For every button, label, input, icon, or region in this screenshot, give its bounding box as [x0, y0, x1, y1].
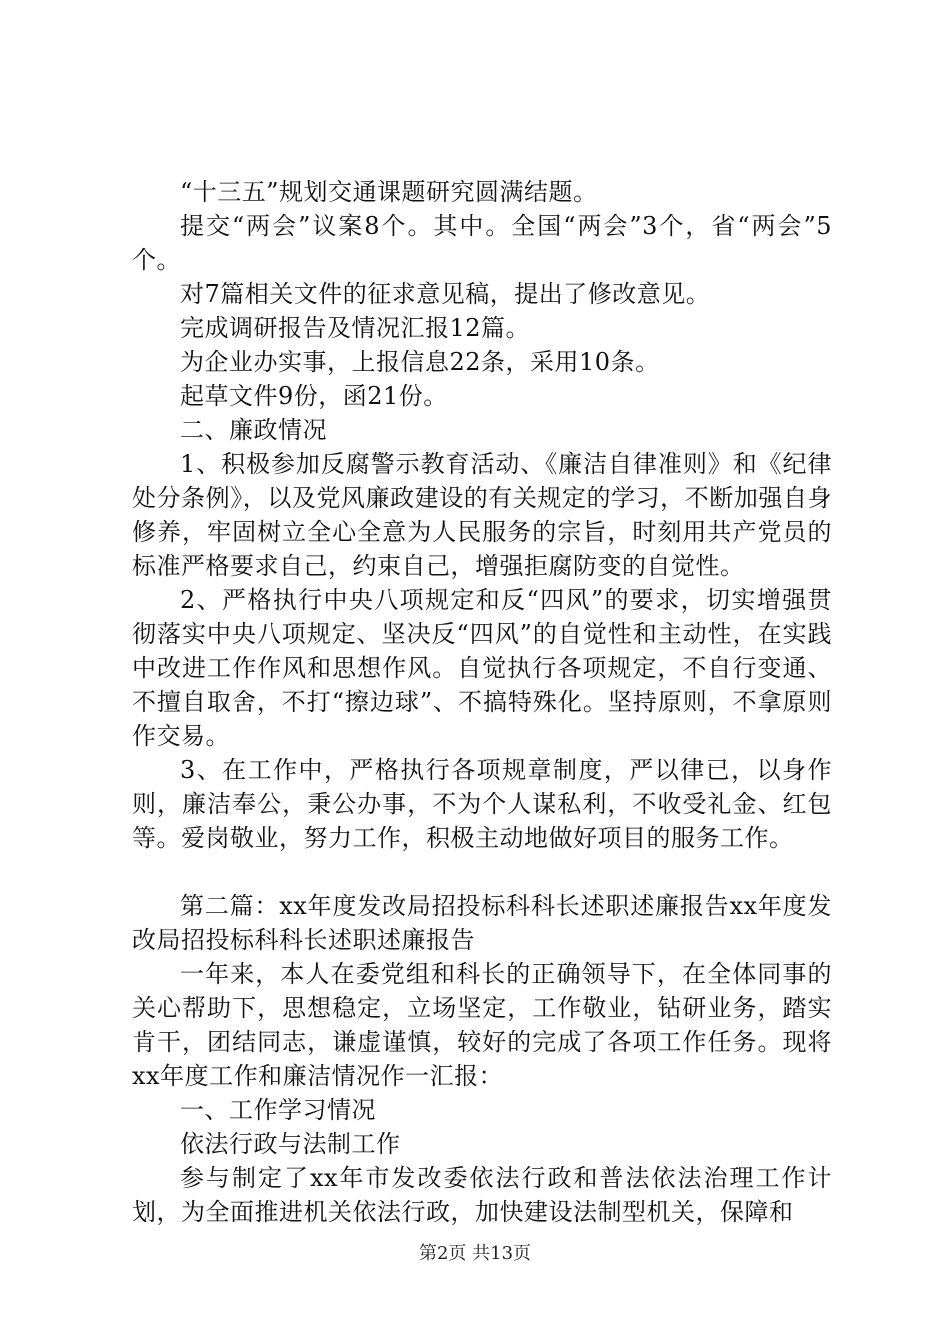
paragraph: 提交“两会”议案8个。其中。全国“两会”3个，省“两会”5个。 [132, 212, 832, 274]
paragraph: 参与制定了xx年市发改委依法行政和普法依法治理工作计划，为全面推进机关依法行政，加快建设法制型机关，保障和 [132, 1164, 832, 1226]
paragraph: 为企业办实事，上报信息22条，采用10条。 [180, 348, 660, 376]
paragraph: 完成调研报告及情况汇报12篇。 [180, 314, 531, 342]
paragraph: 起草文件9份，函21份。 [180, 382, 448, 410]
paragraph: 一年来，本人在委党组和科长的正确领导下，在全体同事的关心帮助下，思想稳定，立场坚定，工作敬业，钻研业务，踏实肯干，团结同志，谦虚谨慎，较好的完成了各项工作任务。现将xx年度工作和廉洁情况作一汇报： [132, 960, 832, 1090]
section-heading: 二、廉政情况 [180, 416, 327, 444]
paragraph: 3、在工作中，严格执行各项规章制度，严以律已，以身作则，廉洁奉公，秉公办事，不为个人谋私利，不收受礼金、红包等。爱岗敬业，努力工作，积极主动地做好项目的服务工作。 [132, 756, 832, 852]
page-number: 第2页 共13页 [418, 1243, 532, 1264]
paragraph: 2、严格执行中央八项规定和反“四风”的要求，切实增强贯彻落实中央八项规定、坚决反“四风”的自觉性和主动性，在实践中改进工作作风和思想作风。自觉执行各项规定，不自行变通、不擅自取舍，不打“擦边球”、不搞特殊化。坚持原则，不拿原则作交易。 [132, 586, 832, 750]
chapter-title: 第二篇：xx年度发改局招投标科科长述职述廉报告xx年度发改局招投标科科长述职述廉报告 [132, 892, 832, 954]
section-heading: 一、工作学习情况 [180, 1096, 376, 1124]
paragraph: 对7篇相关文件的征求意见稿，提出了修改意见。 [180, 280, 711, 308]
paragraph: “十三五”规划交通课题研究圆满结题。 [180, 178, 598, 206]
document-body [132, 175, 832, 1229]
subsection-heading: 依法行政与法制工作 [180, 1130, 401, 1158]
paragraph: 1、积极参加反腐警示教育活动、《廉洁自律准则》和《纪律处分条例》，以及党风廉政建设的有关规定的学习，不断加强自身修养，牢固树立全心全意为人民服务的宗旨，时刻用共产党员的标准严格要求自己，约束自己，增强拒腐防变的自觉性。 [132, 450, 832, 580]
